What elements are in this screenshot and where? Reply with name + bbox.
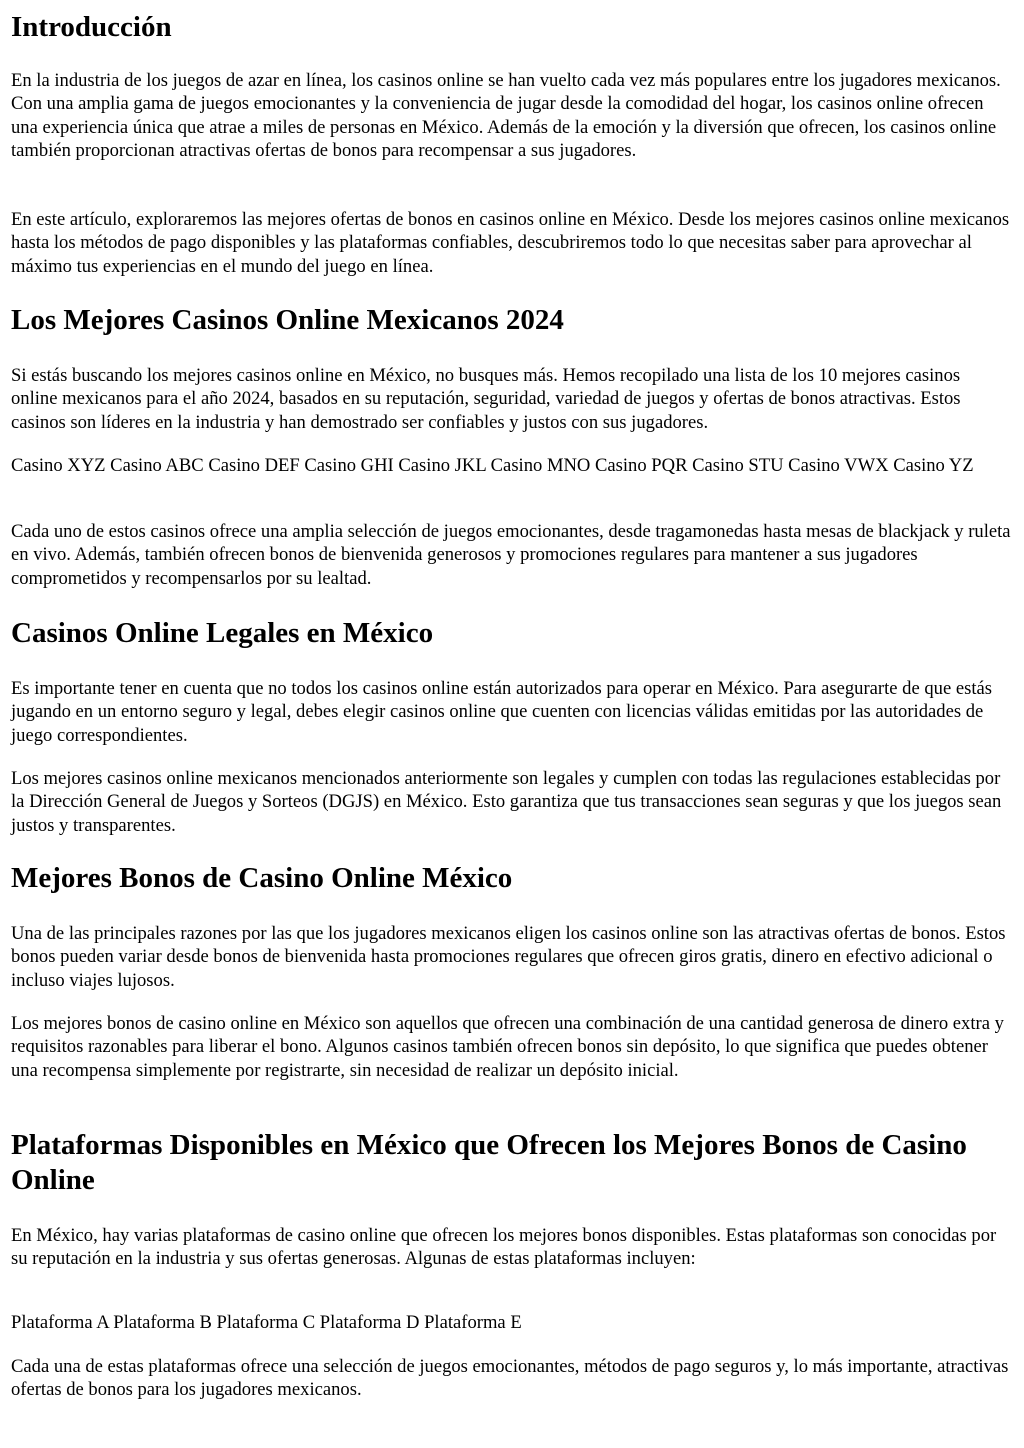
best-casinos-paragraph-2: Cada uno de estos casinos ofrece una amplia selección de juegos emocionantes, desde tragamonedas hasta mesas de blackjack y ruleta en vivo. Además, también ofrecen bonos de bienvenida generosos y promociones regulares para mantener a sus jugadores comprometidos y recompensarlos por su lealtad. — [11, 521, 1011, 589]
heading-introduccion: Introducción — [11, 11, 172, 43]
legal-paragraph-1: Es importante tener en cuenta que no todos los casinos online están autorizados para operar en México. Para asegurarte de que estás jugando en un entorno seguro y legal, debes elegir casinos online que cuenten con licencias válidas emitidas por las autoridades de juego correspondientes. — [11, 678, 992, 746]
intro-paragraph-2: En este artículo, exploraremos las mejores ofertas de bonos en casinos online en México. Desde los mejores casinos online mexicanos hasta los métodos de pago disponibles y las plataformas confiables, descubriremos todo lo que necesitas saber para aprovechar al máximo tus experiencias en el mundo del juego en línea. — [11, 209, 1010, 277]
best-casinos-paragraph-1: Si estás buscando los mejores casinos online en México, no busques más. Hemos recopilado una lista de los 10 mejores casinos online mexicanos para el año 2024, basados en su reputación, seguridad, variedad de juegos y ofertas de bonos atractivas. Estos casinos son líderes en la industria y han demostrado ser confiables y justos con sus jugadores. — [11, 365, 961, 433]
casino-list: Casino XYZ Casino ABC Casino DEF Casino GHI Casino JKL Casino MNO Casino PQR Casino STU Casino VWX Casino YZ — [11, 455, 974, 476]
bonuses-paragraph-2: Los mejores bonos de casino online en México son aquellos que ofrecen una combinación de una cantidad generosa de dinero extra y requisitos razonables para liberar el bono. Algunos casinos también ofrecen bonos sin depósito, lo que significa que puedes obtener una recompensa simplemente por registrarte, sin necesidad de realizar un depósito inicial. — [11, 1013, 1004, 1081]
platforms-paragraph-1: En México, hay varias plataformas de casino online que ofrecen los mejores bonos disponibles. Estas plataformas son conocidas por su reputación en la industria y sus ofertas generosas. Algunas de estas plataformas incluyen: — [11, 1225, 997, 1270]
platform-list: Plataforma A Plataforma B Plataforma C Plataforma D Plataforma E — [11, 1312, 522, 1333]
legal-paragraph-2: Los mejores casinos online mexicanos mencionados anteriormente son legales y cumplen con todas las regulaciones establecidas por la Dirección General de Juegos y Sorteos (DGJS) en México. Esto garantiza que tus transacciones sean seguras y que los juegos sean justos y transparentes. — [11, 768, 1002, 836]
platforms-paragraph-2: Cada una de estas plataformas ofrece una selección de juegos emocionantes, métodos de pago seguros y, lo más importante, atractivas ofertas de bonos para los jugadores mexicanos. — [11, 1356, 1009, 1401]
intro-paragraph-1: En la industria de los juegos de azar en línea, los casinos online se han vuelto cada vez más populares entre los jugadores mexicanos. Con una amplia gama de juegos emocionantes y la conveniencia de jugar desde la comodidad del hogar, los casinos online ofrecen una experiencia única que atrae a miles de personas en México. Además de la emoción y la diversión que ofrecen, los casinos online también proporcionan atractivas ofertas de bonos para recompensar a sus jugadores. — [11, 70, 1001, 161]
heading-casinos-legales: Casinos Online Legales en México — [11, 617, 434, 649]
heading-mejores-casinos: Los Mejores Casinos Online Mexicanos 2024 — [11, 304, 564, 336]
heading-mejores-bonos: Mejores Bonos de Casino Online México — [11, 862, 513, 894]
bonuses-paragraph-1: Una de las principales razones por las que los jugadores mexicanos eligen los casinos online son las atractivas ofertas de bonos. Estos bonos pueden variar desde bonos de bienvenida hasta promociones regulares que ofrecen giros gratis, dinero en efectivo adicional o incluso viajes lujosos. — [11, 923, 1006, 991]
heading-plataformas: Plataformas Disponibles en México que Ofrecen los Mejores Bonos de Casino Online — [11, 1129, 967, 1196]
